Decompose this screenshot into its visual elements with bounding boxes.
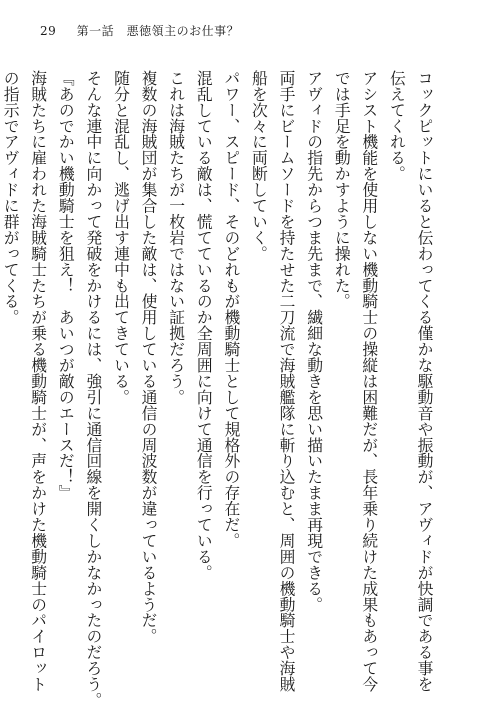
body-text (0, 70, 438, 708)
chapter-title: 第一話 悪徳領主のお仕事？ (76, 24, 240, 38)
page-number: 29 (40, 24, 57, 38)
text-line: 複数の海賊団が集合した敵は、使用している通信の周波数が違っているようだ。 (139, 70, 159, 645)
running-head (40, 22, 239, 39)
text-line: 船を次々に両断していく。 (249, 70, 269, 262)
text-line: では手足を動かすように操れた。 (332, 70, 352, 310)
text-line: 『あのでかい機動騎士を狙え！ あいつが敵のエースだ！』 (56, 70, 76, 501)
text-line: これは海賊たちが一枚岩ではない証拠だろう。 (166, 70, 186, 405)
text-line: 海賊たちに雇われた海賊騎士たちが乗る機動騎士が、声をかけた機動騎士のパイロット (28, 70, 48, 693)
text-line: の指示でアヴィドに群がってくる。 (1, 70, 21, 326)
text-line: 伝えてくれる。 (387, 70, 407, 182)
text-line: そんな連中に向かって発破をかけるには、強引に通信回線を開くしかなかったのだろう。 (83, 70, 103, 708)
text-line: 随分と混乱し、逃げ出す連中も出てきている。 (111, 70, 131, 405)
text-line: 混乱している敵は、慌てているのか全周囲に向けて通信を行っている。 (194, 70, 214, 581)
text-line: コックピットにいると伝わってくる僅かな駆動音や振動が、アヴィドが快調である事を (415, 70, 434, 693)
text-line: パワー、スピード、そのどれもが機動騎士として規格外の存在だ。 (221, 70, 241, 549)
text-line: アシスト機能を使用しない機動騎士の操縦は困難だが、長年乗り続けた成果もあって今 (359, 70, 379, 693)
text-line: 両手にビームソードを持たせた二刀流で海賊艦隊に斬り込むと、周囲の機動騎士や海賊 (277, 70, 297, 693)
text-line: アヴィドの指先からつま先まで、繊細な動きを思い描いたまま再現できる。 (304, 70, 324, 613)
